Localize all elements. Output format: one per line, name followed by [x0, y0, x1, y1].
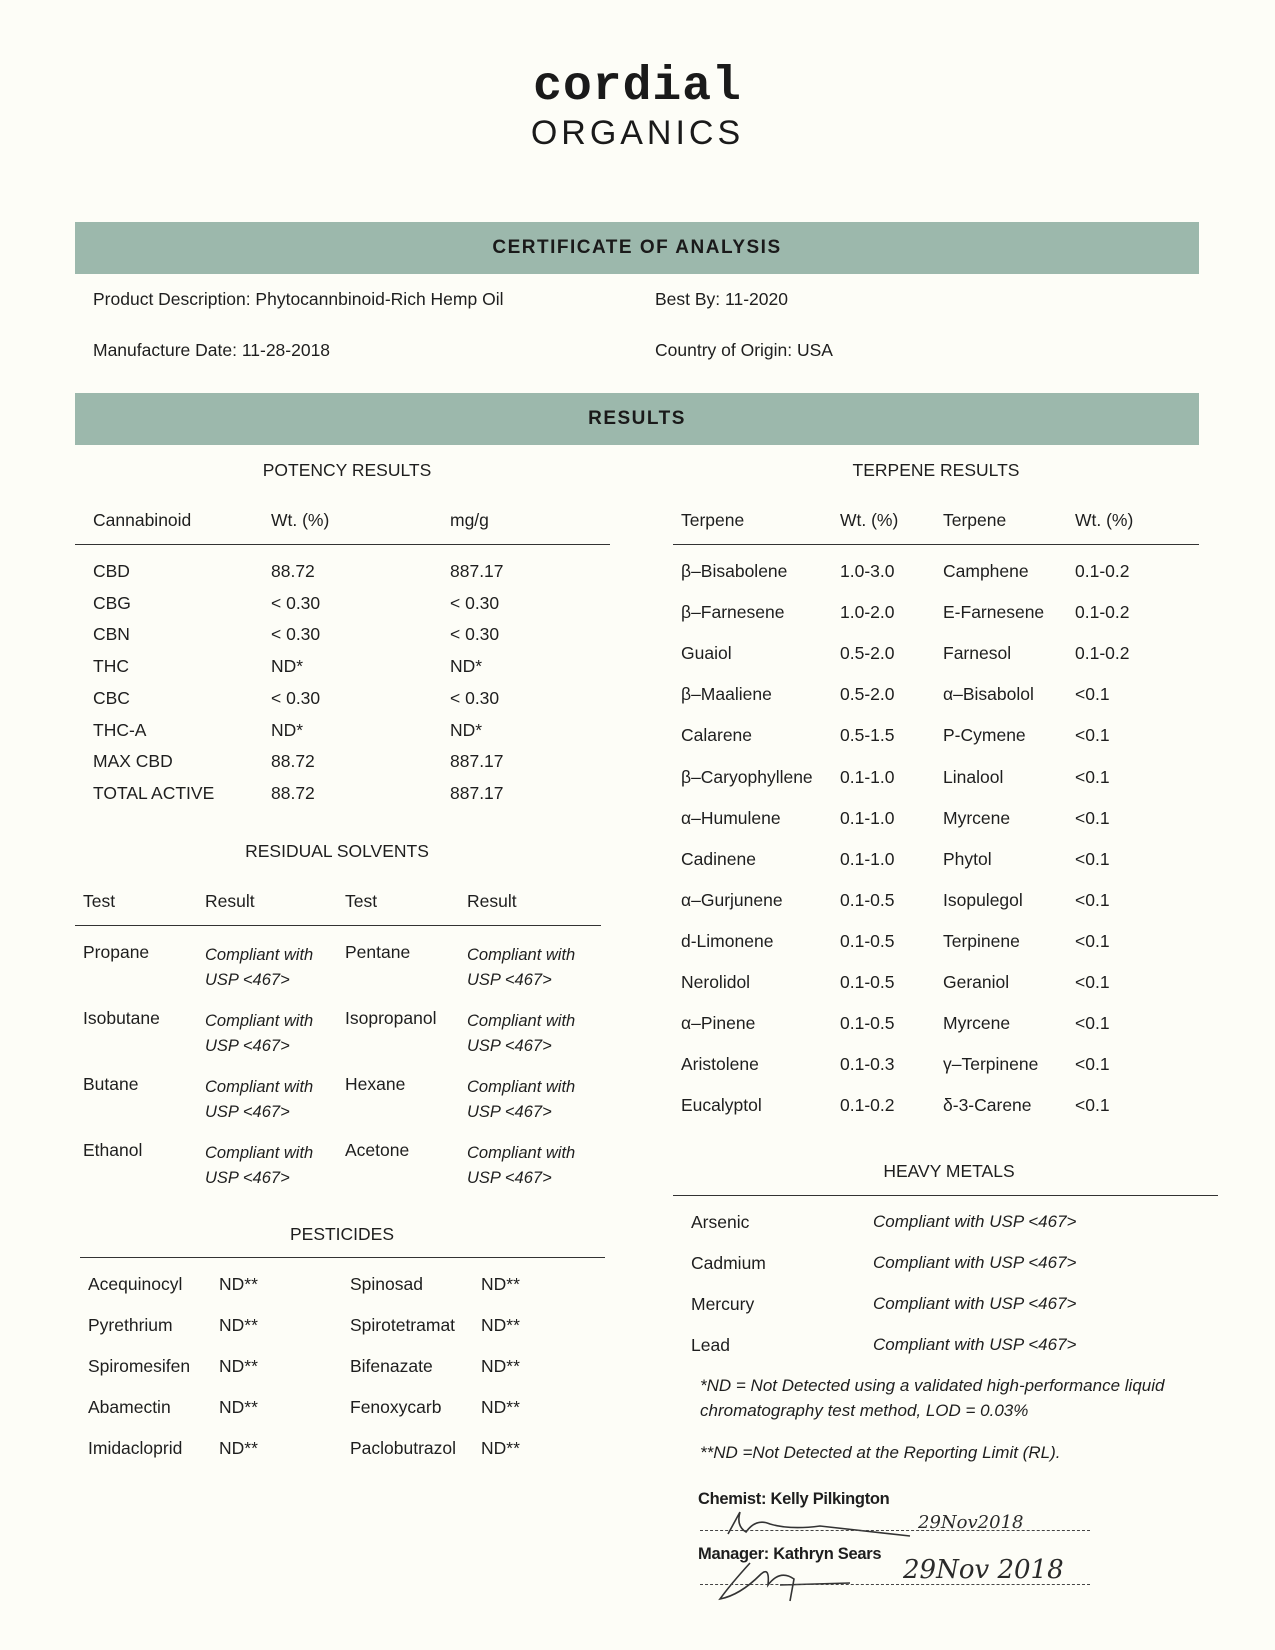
best-by: Best By: 11-2020	[655, 289, 788, 309]
metal-name: Cadmium	[691, 1253, 766, 1273]
pesticide-name: Imidacloprid	[88, 1438, 183, 1458]
pesticide-result: ND**	[481, 1315, 520, 1335]
terpene-name: Isopulegol	[943, 889, 1023, 910]
terpene-wt: 0.1-0.2	[1075, 643, 1130, 664]
potency-wt: ND*	[271, 656, 304, 677]
manager-date: 29Nov 2018	[903, 1555, 1064, 1585]
pesticide-result: ND**	[219, 1315, 258, 1335]
terpene-name: Nerolidol	[681, 972, 751, 992]
terpene-name: Aristolene	[681, 1054, 759, 1075]
potency-cannabinoid: THC	[93, 656, 129, 677]
pesticide-name: Bifenazate	[350, 1356, 433, 1376]
potency-wt: 88.72	[271, 561, 315, 581]
terpene-wt: 0.1-0.3	[840, 1054, 895, 1075]
solvent-result-line2: USP <467>	[205, 971, 290, 989]
potency-cannabinoid: TOTAL ACTIVE	[93, 782, 215, 803]
terpene-name: γ–Terpinene	[943, 1054, 1039, 1075]
terpene-wt: 0.5-1.5	[840, 725, 895, 746]
terpene-header-wt-1: Wt. (%)	[840, 510, 899, 530]
terpene-name: Cadinene	[681, 848, 756, 869]
terpene-wt: <0.1	[1075, 848, 1110, 869]
terpene-wt: 0.1-0.2	[1075, 602, 1130, 623]
manager-signature-line	[700, 1584, 1090, 1586]
brand-name: cordial	[533, 60, 742, 114]
terpene-name: E-Farnesene	[943, 602, 1045, 623]
terpene-wt: <0.1	[1075, 889, 1110, 910]
metal-result: Compliant with USP <467>	[873, 1253, 1077, 1272]
potency-wt: < 0.30	[271, 592, 321, 613]
terpene-wt: <0.1	[1075, 1095, 1110, 1116]
solvent-result-line2: USP <467>	[467, 1103, 552, 1121]
solvent-test: Isopropanol	[345, 1008, 437, 1028]
product-description: Product Description: Phytocannbinoid-Rich Hemp Oil	[93, 289, 504, 309]
terpene-name: Calarene	[681, 725, 753, 746]
terpene-name: Eucalyptol	[681, 1095, 762, 1116]
pesticide-name: Spirotetramat	[350, 1315, 456, 1335]
terpene-wt: <0.1	[1075, 766, 1110, 787]
pesticide-name: Spinosad	[350, 1274, 423, 1294]
results-title-bar: RESULTS	[75, 393, 1199, 445]
terpene-wt: <0.1	[1075, 807, 1110, 828]
terpene-wt: 0.1-0.5	[840, 972, 895, 992]
terpene-header-rule	[673, 544, 1199, 545]
solvent-result-line2: USP <467>	[467, 1037, 552, 1055]
terpene-wt: 0.1-0.5	[840, 930, 895, 951]
potency-mgg: < 0.30	[450, 687, 500, 708]
solvents-header-result-1: Result	[205, 891, 255, 911]
metal-name: Arsenic	[691, 1212, 750, 1232]
metal-name: Lead	[691, 1335, 730, 1355]
solvent-result-line1: Compliant with	[467, 1144, 576, 1162]
terpene-wt: <0.1	[1075, 725, 1110, 746]
terpene-name: Camphene	[943, 561, 1029, 581]
chemist-signature	[700, 1508, 920, 1540]
brand-subname: ORGANICS	[530, 114, 745, 152]
metals-title: HEAVY METALS	[883, 1161, 1015, 1181]
pesticide-name: Acequinocyl	[88, 1274, 183, 1294]
potency-mgg: < 0.30	[450, 624, 500, 645]
terpene-header-name-1: Terpene	[681, 510, 745, 530]
terpene-wt: 0.1-1.0	[840, 848, 895, 869]
terpene-name: β–Bisabolene	[681, 561, 788, 581]
solvent-result-line2: USP <467>	[205, 1103, 290, 1121]
pesticide-result: ND**	[219, 1397, 258, 1417]
potency-mgg: 887.17	[450, 782, 504, 803]
pesticide-result: ND**	[219, 1274, 258, 1294]
solvents-header-test-2: Test	[345, 891, 378, 911]
terpene-name: Guaiol	[681, 643, 732, 664]
solvent-test: Butane	[83, 1074, 139, 1094]
pesticide-result: ND**	[219, 1356, 258, 1376]
pesticide-name: Pyrethrium	[88, 1315, 173, 1335]
terpene-name: Farnesol	[943, 643, 1012, 664]
potency-wt: 88.72	[271, 751, 315, 772]
solvent-test: Acetone	[345, 1140, 410, 1160]
potency-cannabinoid: THC-A	[93, 719, 147, 740]
pesticide-name: Abamectin	[88, 1397, 171, 1417]
potency-header-rule	[75, 544, 610, 545]
terpene-name: Terpinene	[943, 930, 1020, 951]
solvents-header-test-1: Test	[83, 891, 116, 911]
solvent-result-line1: Compliant with	[467, 1078, 576, 1096]
terpene-wt: 0.1-0.5	[840, 889, 895, 910]
terpene-wt: 0.1-0.2	[1075, 561, 1130, 581]
terpene-title: TERPENE RESULTS	[852, 460, 1020, 480]
potency-mgg: 887.17	[450, 751, 504, 772]
terpene-name: α–Bisabolol	[943, 684, 1034, 705]
chemist-signature-line	[700, 1530, 1090, 1532]
potency-mgg: ND*	[450, 656, 483, 677]
solvent-result-line1: Compliant with	[205, 1012, 314, 1030]
terpene-wt: 0.5-2.0	[840, 643, 895, 664]
terpene-name: α–Pinene	[681, 1013, 756, 1034]
terpene-name: β–Farnesene	[681, 602, 785, 623]
terpene-name: P-Cymene	[943, 725, 1026, 746]
potency-header-mgg: mg/g	[450, 510, 489, 530]
terpene-name: δ-3-Carene	[943, 1095, 1032, 1116]
terpene-name: α–Humulene	[681, 807, 781, 828]
solvent-test: Propane	[83, 942, 150, 962]
terpene-wt: <0.1	[1075, 930, 1110, 951]
pesticide-result: ND**	[219, 1438, 258, 1458]
pesticide-name: Paclobutrazol	[350, 1438, 457, 1458]
solvents-title: RESIDUAL SOLVENTS	[245, 841, 429, 861]
solvents-header-rule	[75, 925, 601, 926]
terpene-wt: <0.1	[1075, 1054, 1110, 1075]
solvent-result-line1: Compliant with	[467, 1012, 576, 1030]
solvents-header-result-2: Result	[467, 891, 517, 911]
terpene-name: Geraniol	[943, 972, 1010, 992]
terpene-wt: <0.1	[1075, 972, 1110, 992]
terpene-header-wt-2: Wt. (%)	[1075, 510, 1134, 530]
metal-result: Compliant with USP <467>	[873, 1335, 1077, 1354]
note-nd-double: **ND =Not Detected at the Reporting Limit (RL).	[700, 1443, 1061, 1462]
terpene-wt: 0.1-0.2	[840, 1095, 895, 1116]
potency-cannabinoid: CBN	[93, 624, 130, 645]
solvent-result-line1: Compliant with	[205, 1144, 314, 1162]
country-of-origin: Country of Origin: USA	[655, 340, 833, 360]
solvent-result-line2: USP <467>	[205, 1037, 290, 1055]
metals-header-rule	[673, 1195, 1218, 1196]
pesticide-name: Fenoxycarb	[350, 1397, 442, 1417]
metal-result: Compliant with USP <467>	[873, 1294, 1077, 1313]
terpene-wt: 1.0-3.0	[840, 561, 895, 581]
terpene-wt: <0.1	[1075, 1013, 1110, 1034]
potency-wt: ND*	[271, 719, 304, 740]
terpene-name: α–Gurjunene	[681, 889, 783, 910]
terpene-wt: 0.1-0.5	[840, 1013, 895, 1034]
terpene-wt: 0.1-1.0	[840, 807, 895, 828]
terpene-wt: 0.5-2.0	[840, 684, 895, 705]
pesticide-result: ND**	[481, 1438, 520, 1458]
potency-cannabinoid: MAX CBD	[93, 751, 173, 772]
terpene-name: Myrcene	[943, 1013, 1011, 1034]
potency-title: POTENCY RESULTS	[262, 460, 432, 480]
certificate-title-bar: CERTIFICATE OF ANALYSIS	[75, 222, 1199, 274]
terpene-name: Myrcene	[943, 807, 1011, 828]
terpene-wt: 1.0-2.0	[840, 602, 895, 623]
potency-header-cannabinoid: Cannabinoid	[93, 510, 192, 530]
pesticides-header-rule	[80, 1257, 605, 1258]
pesticide-result: ND**	[481, 1274, 520, 1294]
manager-signature	[710, 1555, 900, 1605]
solvent-result-line2: USP <467>	[467, 971, 552, 989]
potency-mgg: 887.17	[450, 561, 504, 581]
terpene-wt: 0.1-1.0	[840, 766, 895, 787]
solvent-result-line1: Compliant with	[205, 1078, 314, 1096]
metal-name: Mercury	[691, 1294, 755, 1314]
solvent-result-line1: Compliant with	[467, 946, 576, 964]
solvent-result-line2: USP <467>	[205, 1169, 290, 1187]
solvent-test: Isobutane	[83, 1008, 160, 1028]
solvent-result-line2: USP <467>	[467, 1169, 552, 1187]
terpene-name: Linalool	[943, 766, 1004, 787]
terpene-name: Phytol	[943, 848, 992, 869]
solvent-test: Hexane	[345, 1074, 406, 1094]
terpene-header-name-2: Terpene	[943, 510, 1007, 530]
manufacture-date: Manufacture Date: 11-28-2018	[93, 340, 331, 360]
potency-cannabinoid: CBC	[93, 687, 130, 708]
pesticide-name: Spiromesifen	[88, 1356, 191, 1376]
pesticides-title: PESTICIDES	[289, 1224, 395, 1244]
potency-wt: 88.72	[271, 782, 315, 803]
solvent-result-line1: Compliant with	[205, 946, 314, 964]
terpene-name: d-Limonene	[681, 930, 774, 951]
potency-mgg: < 0.30	[450, 592, 500, 613]
potency-header-wt: Wt. (%)	[271, 510, 330, 530]
potency-wt: < 0.30	[271, 687, 321, 708]
terpene-name: β–Maaliene	[681, 684, 772, 705]
terpene-wt: <0.1	[1075, 684, 1110, 705]
pesticide-result: ND**	[481, 1397, 520, 1417]
solvent-test: Pentane	[345, 942, 411, 962]
potency-wt: < 0.30	[271, 624, 321, 645]
terpene-name: β–Caryophyllene	[681, 766, 813, 787]
chemist-date: 29Nov2018	[918, 1512, 1024, 1533]
potency-cannabinoid: CBG	[93, 592, 131, 613]
pesticide-result: ND**	[481, 1356, 520, 1376]
solvent-test: Ethanol	[83, 1140, 143, 1160]
chemist-label: Chemist: Kelly Pilkington	[698, 1490, 890, 1508]
manager-label: Manager: Kathryn Sears	[698, 1545, 882, 1563]
metal-result: Compliant with USP <467>	[873, 1212, 1077, 1231]
note-nd-single: *ND = Not Detected using a validated high-performance liquid chromatography test method, LOD = 0.03%	[700, 1376, 1165, 1420]
potency-mgg: ND*	[450, 719, 483, 740]
potency-cannabinoid: CBD	[93, 561, 130, 581]
